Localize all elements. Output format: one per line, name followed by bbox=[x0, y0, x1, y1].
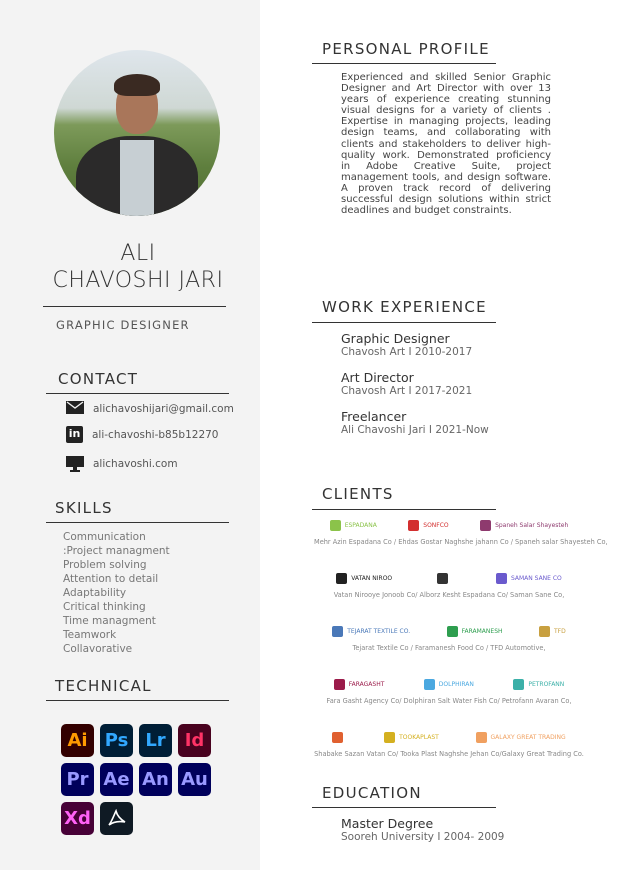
logo-mark-icon bbox=[480, 520, 491, 531]
email-text[interactable]: alichavoshijari@gmail.com bbox=[93, 403, 234, 415]
client-row bbox=[314, 674, 584, 727]
linkedin-icon: in bbox=[66, 426, 83, 443]
client-logo bbox=[437, 573, 452, 584]
divider bbox=[312, 807, 496, 808]
logo-mark-icon bbox=[384, 732, 395, 743]
client-logo bbox=[476, 732, 566, 743]
app-au-icon: Au bbox=[178, 763, 211, 796]
logo-text: TEJARAT TEXTILE CO. bbox=[347, 627, 411, 635]
client-logo bbox=[330, 520, 377, 531]
client-logo bbox=[408, 520, 448, 531]
logo-mark-icon bbox=[447, 626, 458, 637]
client-logo bbox=[336, 573, 392, 584]
logo-mark-icon bbox=[513, 679, 524, 690]
app-ai-icon: Ai bbox=[61, 724, 94, 757]
divider bbox=[312, 322, 496, 323]
logo-mark-icon bbox=[332, 626, 343, 637]
client-names: Vatan Nirooye Jonoob Co/ Alborz Kesht Espadana Co/ Saman Sane Co, bbox=[333, 591, 565, 599]
profile-text: Experienced and skilled Senior Graphic Designer and Art Director with over 13 years of experience creating stunning visual designs for a variety of clients . Expertise in managing projects, leading design teams, and collaborating with clients and stakeholders to deliver high-quality work. Demonstrated proficiency in Adobe Creative Suite, project management tools, and design software. A proven track record of delivering successful design solutions within strict deadlines and budget constraints. bbox=[341, 72, 551, 217]
app-ae-icon: Ae bbox=[100, 763, 133, 796]
skill-item: Problem solving bbox=[63, 559, 147, 571]
job-title: Freelancer bbox=[341, 409, 407, 424]
logo-mark-icon bbox=[496, 573, 507, 584]
divider bbox=[312, 63, 496, 64]
skill-item: :Project managment bbox=[63, 545, 170, 557]
acrobat-icon bbox=[100, 802, 133, 835]
skill-item: Communication bbox=[63, 531, 146, 543]
logo-text: Spaneh Salar Shayesteh bbox=[495, 521, 569, 529]
divider bbox=[43, 306, 226, 307]
client-logo bbox=[384, 732, 439, 743]
job-role: GRAPHIC DESIGNER bbox=[56, 318, 190, 332]
client-logo bbox=[334, 679, 385, 690]
app-pr-icon: Pr bbox=[61, 763, 94, 796]
logo-text: VATAN NIROO bbox=[351, 574, 393, 582]
logo-text: FARAGASHT bbox=[348, 680, 385, 688]
client-row bbox=[314, 727, 584, 780]
logo-mark-icon bbox=[476, 732, 487, 743]
logo-mark-icon bbox=[332, 732, 343, 743]
app-xd-icon: Xd bbox=[61, 802, 94, 835]
client-logo bbox=[447, 626, 503, 637]
job-entry bbox=[341, 331, 472, 358]
app-ps-icon: Ps bbox=[100, 724, 133, 757]
profile-heading: PERSONAL PROFILE bbox=[322, 40, 490, 58]
logo-text: FARAMANESH bbox=[461, 627, 503, 635]
logo-mark-icon bbox=[437, 573, 448, 584]
job-detail: Chavosh Art I 2017-2021 bbox=[341, 385, 473, 397]
client-logo bbox=[332, 626, 410, 637]
app-an-icon: An bbox=[139, 763, 172, 796]
name-last: CHAVOSHI JARI bbox=[52, 268, 224, 293]
client-logo bbox=[424, 679, 474, 690]
skills-heading: SKILLS bbox=[55, 499, 113, 517]
job-title: Art Director bbox=[341, 370, 414, 385]
logo-mark-icon bbox=[539, 626, 550, 637]
client-names: Fara Gasht Agency Co/ Dolphiran Salt Water Fish Co/ Petrofann Avaran Co, bbox=[326, 697, 572, 705]
logo-mark-icon bbox=[330, 520, 341, 531]
job-title: Graphic Designer bbox=[341, 331, 450, 346]
logo-mark-icon bbox=[334, 679, 345, 690]
logo-mark-icon bbox=[336, 573, 347, 584]
logo-text: PETROFANN bbox=[528, 680, 565, 688]
logo-text: GALAXY GREAT TRADING bbox=[490, 733, 566, 741]
client-row bbox=[314, 515, 608, 568]
divider bbox=[46, 522, 229, 523]
client-logo bbox=[332, 732, 347, 743]
skills-list bbox=[63, 530, 170, 656]
profile-photo bbox=[54, 50, 220, 216]
client-names: Tejarat Textile Co / Faramanesh Food Co / TFD Automotive, bbox=[352, 644, 546, 652]
education-entry bbox=[341, 816, 504, 843]
mail-icon bbox=[66, 401, 84, 417]
skill-item: Time managment bbox=[63, 615, 156, 627]
skill-item: Collavorative bbox=[63, 643, 133, 655]
name-first: ALI bbox=[120, 241, 156, 266]
monitor-icon bbox=[66, 456, 84, 472]
skill-item: Attention to detail bbox=[63, 573, 159, 585]
education-heading: EDUCATION bbox=[322, 784, 422, 802]
client-names: Shabake Sazan Vatan Co/ Tooka Plast Naghshe Jehan Co/Galaxy Great Trading Co. bbox=[314, 750, 584, 758]
client-names: Mehr Azin Espadana Co / Ehdas Gostar Naghshe jahann Co / Spaneh salar Shayesteh Co, bbox=[314, 538, 608, 546]
job-detail: Chavosh Art I 2010-2017 bbox=[341, 346, 473, 358]
logo-text: TOOKAPLAST bbox=[399, 733, 439, 741]
client-logo bbox=[480, 520, 568, 531]
divider bbox=[46, 700, 229, 701]
logo-mark-icon bbox=[408, 520, 419, 531]
logo-text: SONFCO bbox=[423, 521, 449, 529]
technical-heading: TECHNICAL bbox=[55, 677, 152, 695]
skill-item: Teamwork bbox=[63, 629, 117, 641]
logo-text: TFD bbox=[554, 627, 566, 635]
linkedin-text[interactable]: ali-chavoshi-b85b12270 bbox=[92, 428, 219, 441]
client-row bbox=[314, 621, 584, 674]
divider bbox=[46, 393, 229, 394]
job-detail: Ali Chavoshi Jari I 2021-Now bbox=[341, 424, 489, 436]
contact-heading: CONTACT bbox=[58, 370, 139, 388]
logo-text: DOLPHIRAN bbox=[438, 680, 474, 688]
contact-email[interactable] bbox=[66, 401, 234, 417]
school: Sooreh University I 2004- 2009 bbox=[341, 831, 505, 843]
website-text[interactable]: alichavoshi.com bbox=[93, 458, 178, 470]
client-logo bbox=[539, 626, 566, 637]
job-entry bbox=[341, 409, 489, 436]
client-logo bbox=[496, 573, 562, 584]
clients-heading: CLIENTS bbox=[322, 485, 394, 503]
app-lr-icon: Lr bbox=[139, 724, 172, 757]
contact-website[interactable] bbox=[66, 456, 178, 472]
skill-item: Critical thinking bbox=[63, 601, 146, 613]
client-logo bbox=[513, 679, 564, 690]
logo-text: ESPADANA bbox=[344, 521, 377, 529]
logo-text: SAMAN SANE CO bbox=[510, 574, 562, 582]
skill-item: Adaptability bbox=[63, 587, 127, 599]
divider bbox=[312, 509, 496, 510]
software-icons bbox=[61, 724, 211, 835]
clients-grid bbox=[314, 515, 608, 780]
client-row bbox=[314, 568, 584, 621]
work-heading: WORK EXPERIENCE bbox=[322, 298, 487, 316]
app-id-icon: Id bbox=[178, 724, 211, 757]
degree: Master Degree bbox=[341, 816, 434, 831]
job-entry bbox=[341, 370, 472, 397]
contact-linkedin[interactable] bbox=[66, 426, 218, 443]
logo-mark-icon bbox=[424, 679, 435, 690]
